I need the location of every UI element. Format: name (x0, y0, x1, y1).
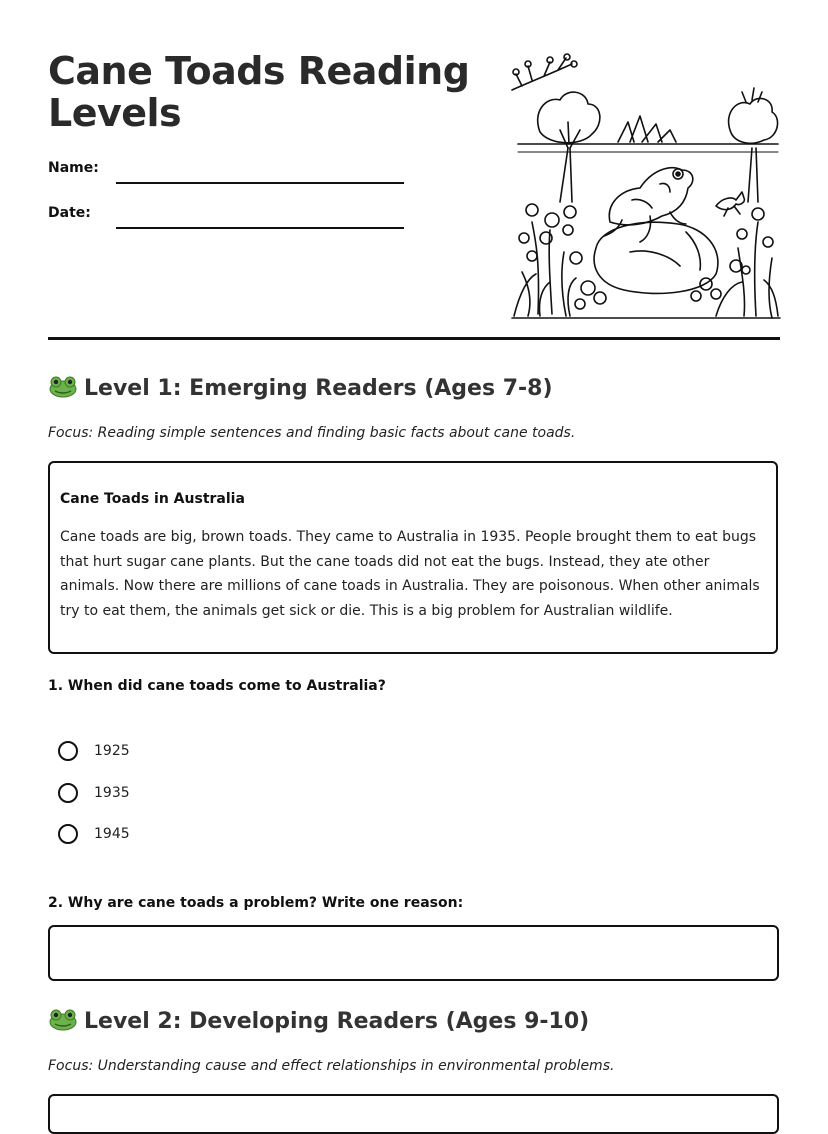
q1-option-1925[interactable] (58, 739, 130, 763)
level-2-story-box (48, 1094, 779, 1134)
name-label: Name: (48, 160, 99, 176)
date-line[interactable] (116, 227, 404, 229)
frog-face-icon (48, 374, 78, 398)
q1-option-1945[interactable] (58, 822, 130, 846)
frog-face-icon (48, 1007, 78, 1031)
date-field[interactable] (48, 205, 404, 235)
option-label: 1925 (94, 743, 130, 759)
radio-button[interactable] (58, 741, 78, 761)
name-line[interactable] (116, 182, 404, 184)
date-label: Date: (48, 205, 91, 221)
level-1-heading (48, 374, 553, 401)
q1-option-1935[interactable] (58, 781, 130, 805)
level-1-focus: Focus: Reading simple sentences and finding basic facts about cane toads. (48, 425, 576, 441)
question-1: 1. When did cane toads come to Australia? (48, 678, 386, 694)
radio-button[interactable] (58, 783, 78, 803)
toad-illustration (510, 52, 782, 320)
level-2-focus: Focus: Understanding cause and effect relationships in environmental problems. (48, 1058, 615, 1074)
name-field[interactable] (48, 160, 404, 190)
story-text: Cane toads are big, brown toads. They came to Australia in 1935. People brought them to eat bugs that hurt sugar cane plants. But the cane toads did not eat the bugs. Instead, they ate other animals. Now there are millions of cane toads in Australia. They are poisonous. When other animals try to eat them, the animals get sick or die. This is a big problem for Australian wildlife. (60, 529, 760, 619)
story-box (48, 461, 778, 654)
section-divider (48, 337, 780, 340)
q2-answer-box[interactable] (48, 925, 779, 981)
radio-button[interactable] (58, 824, 78, 844)
level-2-heading (48, 1007, 589, 1034)
page-title: Cane Toads Reading Levels (48, 49, 470, 135)
story-title: Cane Toads in Australia (60, 491, 245, 507)
level-2-title: Level 2: Developing Readers (Ages 9-10) (84, 1009, 590, 1034)
question-2: 2. Why are cane toads a problem? Write one reason: (48, 895, 464, 911)
option-label: 1945 (94, 826, 130, 842)
level-1-title: Level 1: Emerging Readers (Ages 7-8) (84, 376, 553, 401)
option-label: 1935 (94, 785, 130, 801)
